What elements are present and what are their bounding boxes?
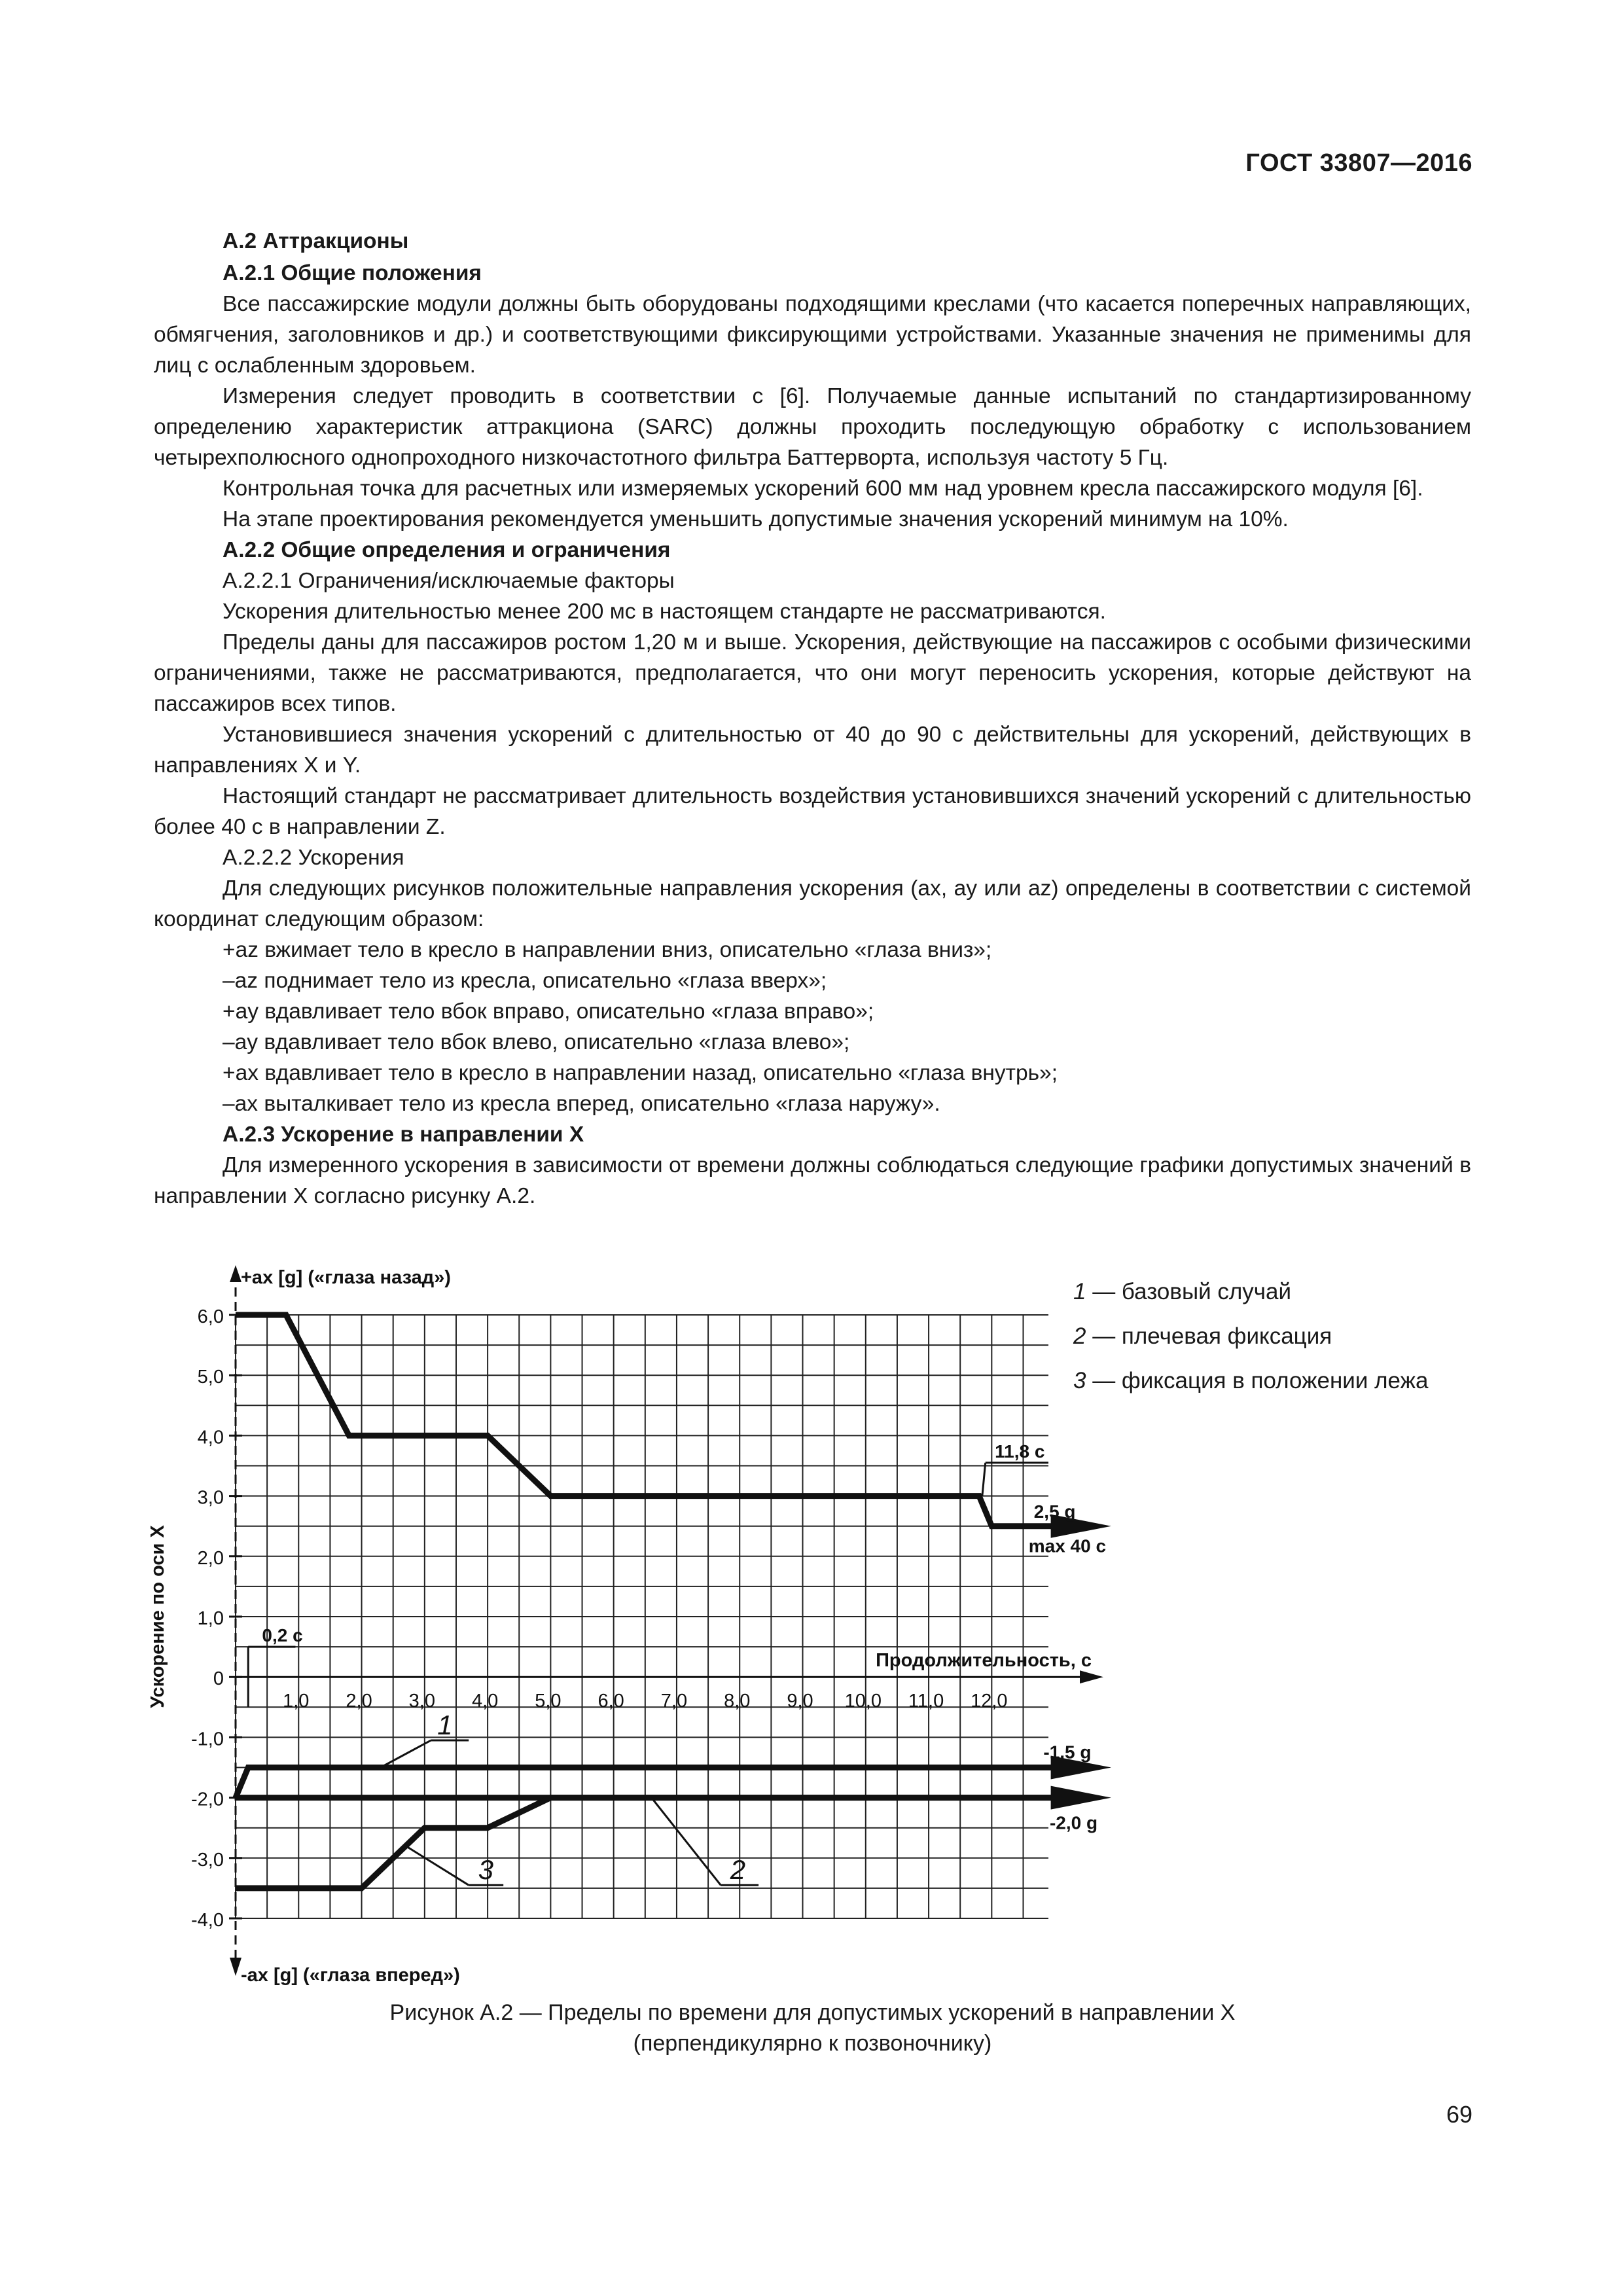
document-header: ГОСТ 33807—2016 <box>1245 149 1472 177</box>
figure-caption <box>154 1998 1471 2059</box>
section-heading: А.2 Аттракционы <box>223 229 409 253</box>
y-axis-title: Ускорение по оси X <box>147 1525 168 1708</box>
series-arrow-head <box>1051 1786 1111 1810</box>
y-tick-label: 5,0 <box>197 1367 224 1388</box>
y-axis-arrow-down <box>230 1958 241 1976</box>
curve-label-2: 2 <box>730 1854 746 1886</box>
paragraph: Установившиеся значения ускорений с длительностью от 40 до 90 с действительны для ускорений, действующих в направлениях X и Y. <box>154 723 1471 778</box>
y-tick-label: 2,0 <box>197 1547 224 1569</box>
list-item: +ay вдавливает тело вбок вправо, описательно «глаза вправо»; <box>223 999 874 1024</box>
paragraph: Все пассажирские модули должны быть оборудованы подходящими креслами (что касается поперечных направляющих, обмягчения, заголовников и др.) и соответствующими фиксирующими устройствами. Указанные значения не применимы для лиц с ослабленным здоровьем. <box>154 292 1471 378</box>
paragraph: Измерения следует проводить в соответствии с [6]. Получаемые данные испытаний по стандартизированному определению характеристик аттракциона (SARC) должны проходить последующую обработку с использованием четырехполюсного однопроходного низкочастотного фильтра Баттерворта, используя частоту 5 Гц. <box>154 384 1471 470</box>
x-tick-label: 4,0 <box>471 1691 499 1712</box>
legend-item: 2 — плечевая фиксация <box>1073 1323 1332 1349</box>
curve-label-leader <box>406 1846 469 1885</box>
curve-label-leader <box>651 1798 721 1886</box>
y-tick-label: 3,0 <box>197 1487 224 1509</box>
curve-label-1: 1 <box>437 1709 453 1740</box>
annotation-minus-1-5g: -1,5 g <box>1043 1742 1092 1763</box>
y-tick-label: 6,0 <box>197 1306 224 1327</box>
caption-line: Рисунок А.2 — Пределы по времени для допустимых ускорений в направлении X <box>389 2000 1236 2025</box>
subsection-heading: А.2.3 Ускорение в направлении X <box>223 1122 584 1147</box>
y-tick-label: -4,0 <box>191 1910 224 1931</box>
legend-item: 3 — фиксация в положении лежа <box>1073 1368 1429 1393</box>
y-tick-label: -3,0 <box>191 1849 224 1871</box>
legend-item: 1 — базовый случай <box>1073 1279 1292 1304</box>
annotation-minus-2-0g: -2,0 g <box>1049 1812 1098 1833</box>
x-tick-label: 12,0 <box>971 1691 1008 1712</box>
list-item: –az поднимает тело из кресла, описательно «глаза вверх»; <box>223 969 827 993</box>
y-tick-label: -1,0 <box>191 1729 224 1750</box>
paragraph: Пределы даны для пассажиров ростом 1,20 м и выше. Ускорения, действующие на пассажиров с особыми физическими ограничениями, также не рассматриваются, предполагается, что они могут переносить ускорения, которые действуют на пассажиров всех типов. <box>154 630 1471 716</box>
x-tick-label: 7,0 <box>660 1691 688 1712</box>
subsection-heading: А.2.2 Общие определения и ограничения <box>223 538 671 562</box>
page-number: 69 <box>1446 2101 1472 2128</box>
y-axis-top-label: +ax [g] («глаза назад») <box>241 1267 451 1288</box>
annotation-0-2s: 0,2 с <box>262 1625 303 1646</box>
paragraph: Настоящий стандарт не рассматривает длительность воздействия установившихся значений ускорений с длительностью более 40 с в направлении Z. <box>154 784 1471 839</box>
x-tick-label: 5,0 <box>535 1691 562 1712</box>
annotation-leader <box>982 1463 986 1496</box>
paragraph: На этапе проектирования рекомендуется уменьшить допустимые значения ускорений минимум на 10%. <box>223 507 1289 531</box>
x-axis-title: Продолжительность, с <box>876 1650 1092 1672</box>
list-item: –ay вдавливает тело вбок влево, описательно «глаза влево»; <box>223 1030 850 1054</box>
x-tick-label: 2,0 <box>346 1691 372 1712</box>
annotation-11-8s: 11,8 с <box>995 1441 1045 1462</box>
list-item: +ax вдавливает тело в кресло в направлении назад, описательно «глаза внутрь»; <box>223 1061 1058 1085</box>
y-tick-label: 0 <box>213 1668 224 1690</box>
paragraph: Для измеренного ускорения в зависимости от времени должны соблюдаться следующие графики допустимых значений в направлении X согласно рисунку А.2. <box>154 1153 1471 1208</box>
paragraph: Ускорения длительностью менее 200 мс в настоящем стандарте не рассматриваются. <box>223 600 1106 624</box>
x-tick-label: 10,0 <box>844 1691 882 1712</box>
paragraph: А.2.2.2 Ускорения <box>223 846 404 870</box>
y-axis-arrow-up <box>230 1265 241 1282</box>
y-tick-label: 1,0 <box>197 1608 224 1629</box>
acceleration-chart <box>144 1260 1165 1986</box>
x-tick-label: 11,0 <box>908 1691 944 1712</box>
figure-a2 <box>144 1260 1165 1986</box>
y-axis-bottom-label: -ax [g] («глаза вперед») <box>241 1965 460 1986</box>
curve-label-leader <box>380 1740 431 1767</box>
x-tick-label: 8,0 <box>724 1691 751 1712</box>
x-axis-arrow <box>1080 1670 1103 1683</box>
x-tick-label: 3,0 <box>408 1691 436 1712</box>
annotation-2-5g: 2,5 g <box>1033 1501 1076 1522</box>
x-tick-label: 6,0 <box>597 1691 624 1712</box>
figure-legend <box>1073 1270 1428 1403</box>
list-item: –ax выталкивает тело из кресла вперед, описательно «глаза наружу». <box>223 1092 940 1116</box>
x-tick-label: 1,0 <box>283 1691 310 1712</box>
paragraph: А.2.2.1 Ограничения/исключаемые факторы <box>223 569 675 593</box>
paragraph: Для следующих рисунков положительные направления ускорения (ax, ay или az) определены в соответствии с системой координат следующим образом: <box>154 876 1471 931</box>
document-body <box>154 226 1471 1211</box>
subsection-heading: А.2.1 Общие положения <box>223 261 482 285</box>
paragraph: Контрольная точка для расчетных или измеряемых ускорений 600 мм над уровнем кресла пассажирского модуля [6]. <box>223 476 1423 501</box>
caption-line: (перпендикулярно к позвоночнику) <box>633 2031 992 2056</box>
y-tick-label: -2,0 <box>191 1789 224 1810</box>
y-tick-label: 4,0 <box>197 1427 224 1448</box>
curve-label-3: 3 <box>478 1854 494 1886</box>
x-tick-label: 9,0 <box>787 1691 813 1712</box>
list-item: +az вжимает тело в кресло в направлении вниз, описательно «глаза вниз»; <box>223 938 992 962</box>
annotation-max-40s: max 40 с <box>1028 1535 1107 1556</box>
